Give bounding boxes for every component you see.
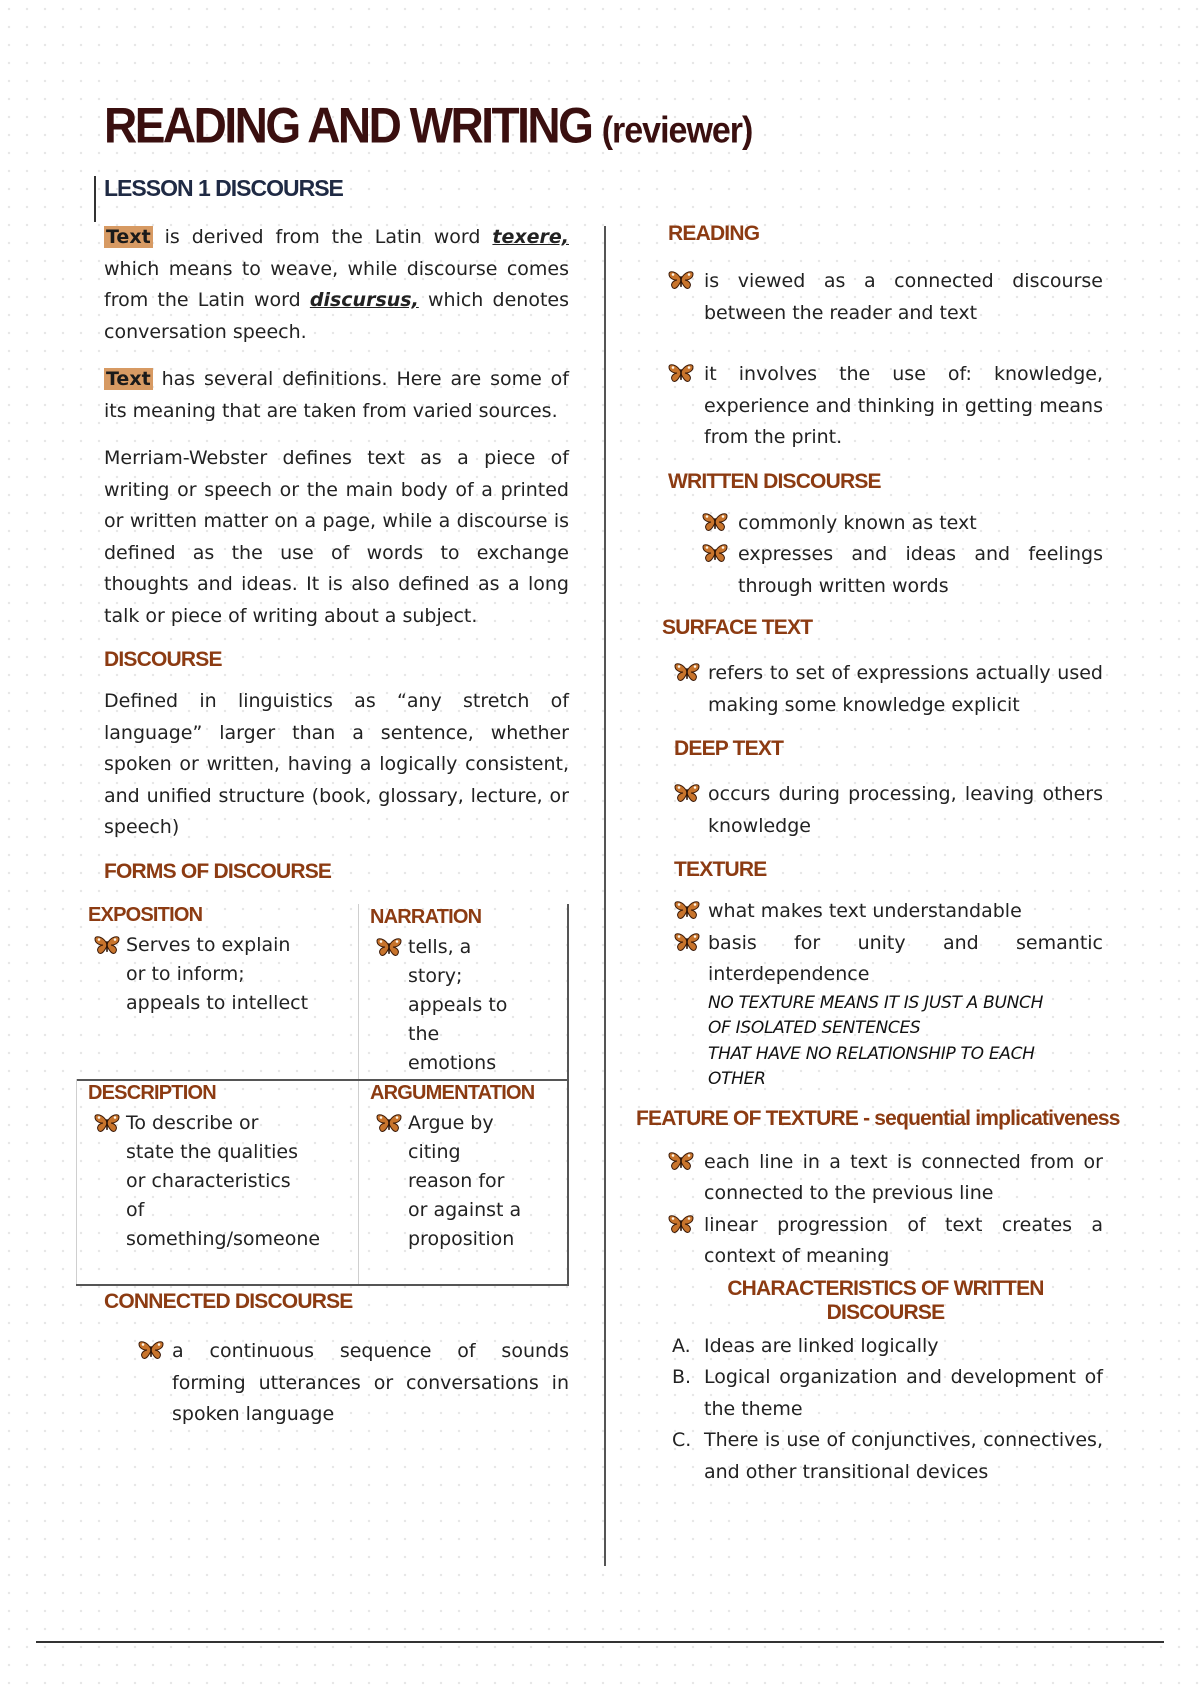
butterfly-icon [376,937,402,957]
lesson-bar [94,176,96,222]
paragraph-text-origin: Text is derived from the Latin word texere, which means to weave, while discourse comes from the Latin word discursus, which denotes conversation speech. [104,226,569,343]
surface-text-item: refers to set of expressions actually used making some knowledge explicit [668,658,1103,721]
grid-divider [76,1079,77,1284]
right-column [636,222,1120,1488]
page-title [104,96,752,154]
paragraph-merriam-webster: Merriam-Webster defines text as a piece of writing or speech or the main body of a printed or written matter on a page, while a discourse is defined as the use of words to exchange thoughts and ideas. It is also defined as a long talk or piece of writing about a subject. [104,447,569,627]
heading-surface-text: SURFACE TEXT [662,616,813,639]
written-discourse-item: expresses and ideas and feelings through written words [668,539,1103,602]
butterfly-icon [674,932,700,952]
form-narration: NARRATION tells, a story; appeals to the emotions [370,906,508,1074]
list-item: B. Logical organization and development of the theme [672,1366,1103,1420]
word-discursus: discursus, [309,289,419,311]
heading-forms-of-discourse: FORMS OF DISCOURSE [104,859,332,883]
lesson-title: LESSON 1 DISCOURSE [104,175,343,201]
characteristics-list [668,1331,1103,1489]
texture-note: NO TEXTURE MEANS IT IS JUST A BUNCH OF ISOLATED SENTENCES THAT HAVE NO RELATIONSHIP TO EACH OTHER [708,992,1044,1089]
highlight-text: Text [106,226,151,248]
butterfly-icon [674,783,700,803]
list-item: A. Ideas are linked logically [672,1334,939,1357]
feature-item: each line in a text is connected from or connected to the previous line [668,1147,1103,1210]
feature-item: linear progression of text creates a context of meaning [668,1210,1103,1273]
butterfly-icon [674,662,700,682]
butterfly-icon [138,1340,164,1360]
heading-feature-of-texture: FEATURE OF TEXTURE - sequential implicativeness [636,1106,1120,1130]
butterfly-icon [702,512,728,532]
paragraph-text-definitions: Text has several definitions. Here are some of its meaning that are taken from varied sources. [104,368,569,422]
word-texere: texere, [492,226,569,248]
heading-characteristics: CHARACTERISTICS OF WRITTEN DISCOURSE [727,1276,1044,1324]
written-discourse-item: commonly known as text [668,508,1103,540]
form-exposition: EXPOSITION Serves to explain or to inform; appeals to intellect [88,904,309,1014]
title-main: READING AND WRITING [104,97,592,154]
list-item: C. There is use of conjunctives, connectives, and other transitional devices [672,1429,1103,1483]
texture-item: basis for unity and semantic interdependence [668,928,1103,991]
butterfly-icon [668,363,694,383]
heading-written-discourse: WRITTEN DISCOURSE [668,469,881,493]
footer-rule [36,1641,1164,1643]
title-sub: (reviewer) [601,110,753,152]
butterfly-icon [376,1113,402,1133]
form-argumentation: ARGUMENTATION Argue by citing reason for or against a proposition [370,1082,535,1250]
deep-text-item: occurs during processing, leaving others knowledge [668,779,1103,842]
reading-item: it involves the use of: knowledge, experience and thinking in getting means from the print. [668,359,1103,454]
paragraph-discourse-definition: Defined in linguistics as “any stretch of language” larger than a sentence, whether spoken or written, having a logically consistent, and unified structure (book, glossary, lecture, or speech) [104,690,569,838]
form-title: DESCRIPTION [88,1082,216,1104]
grid-divider [76,1284,569,1286]
connected-discourse-item: a continuous sequence of sounds forming utterances or conversations in spoken language [104,1336,569,1431]
form-title: ARGUMENTATION [370,1082,535,1104]
heading-texture: TEXTURE [674,858,767,881]
reading-item: is viewed as a connected discourse between the reader and text [668,266,1103,329]
form-description: DESCRIPTION To describe or state the qualities or characteristics of something/someone [88,1082,321,1250]
butterfly-icon [668,270,694,290]
butterfly-icon [702,543,728,563]
grid-divider [358,904,359,1284]
left-column [104,222,569,898]
heading-reading: READING [668,222,760,245]
heading-deep-text: DEEP TEXT [674,737,784,760]
butterfly-icon [94,1113,120,1133]
butterfly-icon [94,935,120,955]
grid-divider [567,904,569,1284]
heading-connected-discourse: CONNECTED DISCOURSE [104,1290,353,1313]
highlight-text: Text [106,368,151,390]
forms-grid [76,904,568,1285]
column-divider [604,226,606,1566]
heading-discourse: DISCOURSE [104,648,222,671]
form-title: NARRATION [370,906,482,928]
butterfly-icon [668,1151,694,1171]
texture-item: what makes text understandable [668,896,1103,928]
grid-divider [76,1079,569,1081]
butterfly-icon [674,900,700,920]
butterfly-icon [668,1214,694,1234]
form-title: EXPOSITION [88,904,203,926]
connected-discourse-section [104,1290,569,1431]
